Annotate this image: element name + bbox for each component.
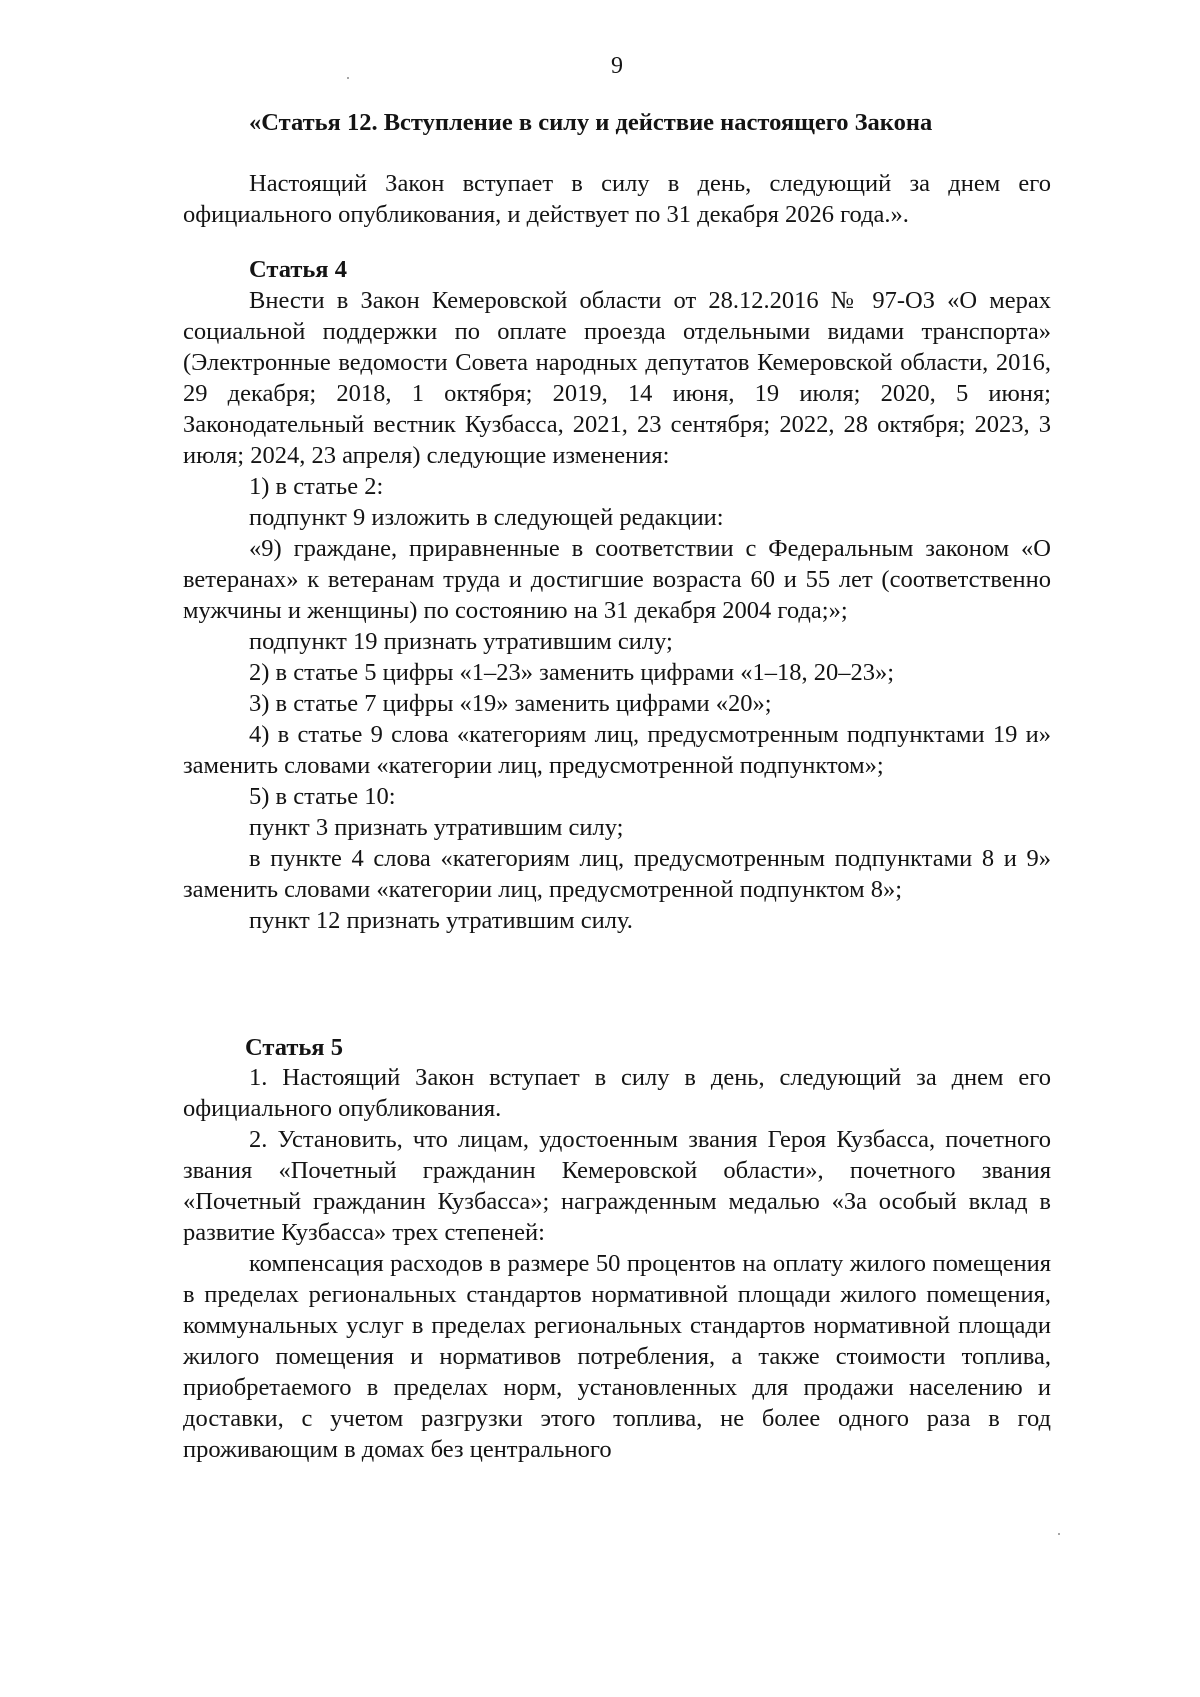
article-4-paragraph: 2) в статье 5 цифры «1–23» заменить цифрами «1–18, 20–23»; [249, 659, 895, 686]
article-4-paragraph: пункт 12 признать утратившим силу. [249, 907, 633, 934]
article-5-heading: Статья 5 [245, 1034, 343, 1061]
scan-speck [347, 77, 349, 79]
article-4-paragraph: 1) в статье 2: [249, 473, 384, 500]
article-4-paragraph: в пункте 4 слова «категориям лиц, предусмотренным подпунктами 8 и 9» заменить словами «категории лиц, предусмотренной подпунктом 8»; [183, 845, 1051, 903]
article-12-heading: «Статья 12. Вступление в силу и действие настоящего Закона [249, 109, 933, 136]
article-4-paragraph: Внести в Закон Кемеровской области от 28.12.2016 № 97-ОЗ «О мерах социальной поддержки по оплате проезда отдельными видами транспорта» (Электронные ведомости Совета народных депутатов Кемеровской области, 2016, 29 декабря; 2018, 1 октября; 2019, 14 июня, 19 июля; 2020, 5 июня; Законодательный вестник Кузбасса, 2021, 23 сентября; 2022, 28 октября; 2023, 3 июля; 2024, 23 апреля) следующие изменения: [183, 287, 1051, 469]
document-page [183, 0, 1051, 1697]
article-4-paragraph: 3) в статье 7 цифры «19» заменить цифрами «20»; [249, 690, 772, 717]
article-4-paragraph: «9) граждане, приравненные в соответствии с Федеральным законом «О ветеранах» к ветеранам труда и достигшие возраста 60 и 55 лет (соответственно мужчины и женщины) по состоянию на 31 декабря 2004 года;»; [183, 535, 1051, 624]
article-4-paragraph: 5) в статье 10: [249, 783, 396, 810]
article-5-paragraph: 1. Настоящий Закон вступает в силу в день, следующий за днем его официального опубликования. [183, 1064, 1051, 1122]
article-4-paragraph: подпункт 19 признать утратившим силу; [249, 628, 673, 655]
article-12-paragraph: Настоящий Закон вступает в силу в день, следующий за днем его официального опубликования, и действует по 31 декабря 2026 года.». [183, 170, 1051, 228]
article-5-paragraph: 2. Установить, что лицам, удостоенным звания Героя Кузбасса, почетного звания «Почетный гражданин Кемеровской области», почетного звания «Почетный гражданин Кузбасса»; награжденным медалью «За особый вклад в развитие Кузбасса» трех степеней: [183, 1126, 1051, 1246]
article-4-paragraph: подпункт 9 изложить в следующей редакции: [249, 504, 724, 531]
article-4-paragraph: 4) в статье 9 слова «категориям лиц, предусмотренным подпунктами 19 и» заменить словами «категории лиц, предусмотренной подпунктом»; [183, 721, 1051, 779]
article-5-paragraph: компенсация расходов в размере 50 процентов на оплату жилого помещения в пределах региональных стандартов нормативной площади жилого помещения, коммунальных услуг в пределах региональных стандартов нормативной площади жилого помещения и нормативов потребления, а также стоимости топлива, приобретаемого в пределах норм, установленных для продажи населению и доставки, с учетом разгрузки этого топлива, не более одного раза в год проживающим в домах без центрального [183, 1250, 1051, 1463]
article-4-heading: Статья 4 [249, 256, 347, 283]
scan-speck [1058, 1533, 1060, 1535]
article-4-body [183, 285, 1051, 936]
article-4-paragraph: пункт 3 признать утратившим силу; [249, 814, 624, 841]
article-5-body [183, 1062, 1051, 1465]
article-12-body [183, 168, 1051, 230]
page-number: 9 [611, 53, 623, 79]
